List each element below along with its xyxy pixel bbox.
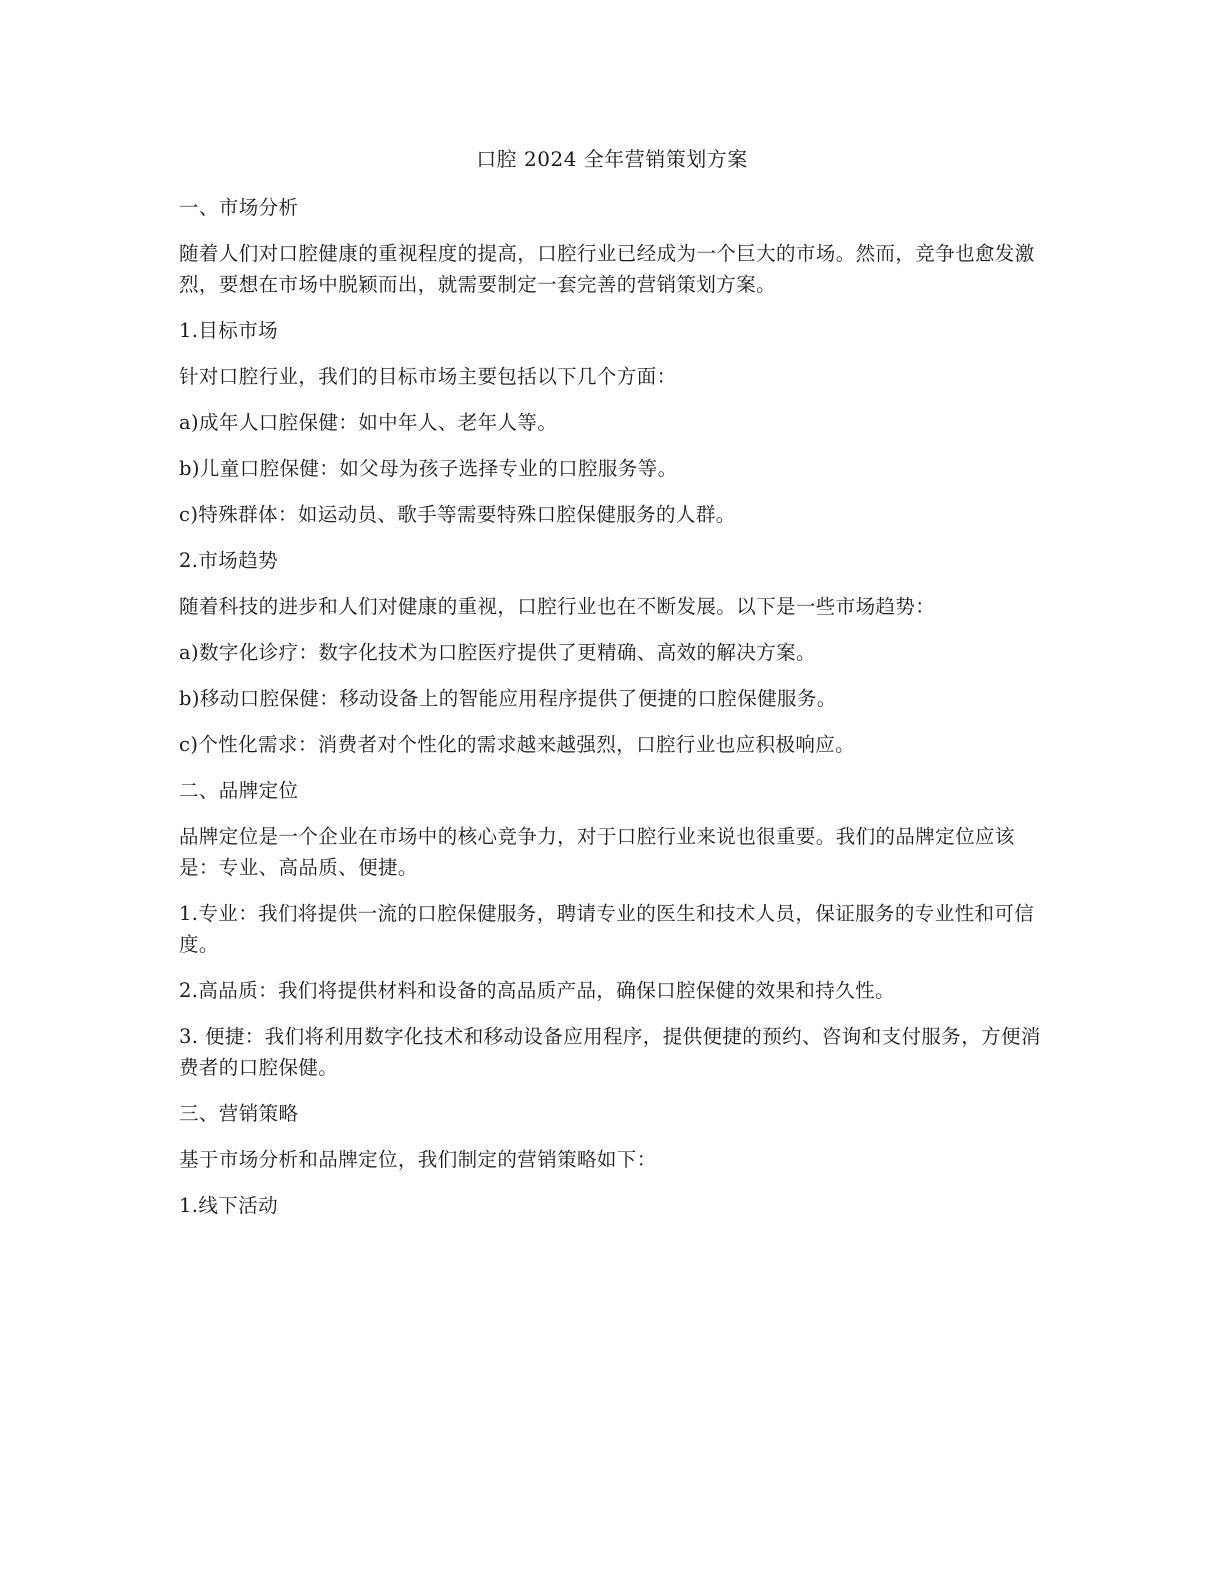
subheading-market-trends: 2.市场趋势 — [179, 549, 279, 572]
list-item: b)移动口腔保健：移动设备上的智能应用程序提供了便捷的口腔保健服务。 — [179, 687, 837, 710]
paragraph: 基于市场分析和品牌定位，我们制定的营销策略如下： — [179, 1148, 657, 1171]
paragraph: 品牌定位是一个企业在市场中的核心竞争力，对于口腔行业来说也很重要。我们的品牌定位应该是：专业、高品质、便捷。 — [179, 825, 1015, 879]
document-body — [179, 192, 1049, 1236]
list-item: 3. 便捷：我们将利用数字化技术和移动设备应用程序，提供便捷的预约、咨询和支付服务，方便消费者的口腔保健。 — [179, 1025, 1041, 1079]
document-title: 口腔 2024 全年营销策划方案 — [476, 147, 748, 171]
list-item: a)数字化诊疗：数字化技术为口腔医疗提供了更精确、高效的解决方案。 — [179, 641, 816, 664]
list-item: a)成年人口腔保健：如中年人、老年人等。 — [179, 411, 558, 434]
paragraph: 随着科技的进步和人们对健康的重视，口腔行业也在不断发展。以下是一些市场趋势： — [179, 595, 936, 618]
paragraph: 针对口腔行业，我们的目标市场主要包括以下几个方面： — [179, 365, 677, 388]
paragraph: 随着人们对口腔健康的重视程度的提高，口腔行业已经成为一个巨大的市场。然而，竞争也愈发激烈，要想在市场中脱颖而出，就需要制定一套完善的营销策划方案。 — [179, 242, 1035, 296]
section-heading-marketing-strategy: 三、营销策略 — [179, 1102, 299, 1125]
subheading-target-market: 1.目标市场 — [179, 319, 279, 342]
list-item: b)儿童口腔保健：如父母为孩子选择专业的口腔服务等。 — [179, 457, 678, 480]
section-heading-brand-positioning: 二、品牌定位 — [179, 779, 299, 802]
subheading-offline-activities: 1.线下活动 — [179, 1194, 279, 1217]
list-item: c)个性化需求：消费者对个性化的需求越来越强烈，口腔行业也应积极响应。 — [179, 733, 856, 756]
list-item: 2.高品质：我们将提供材料和设备的高品质产品，确保口腔保健的效果和持久性。 — [179, 979, 895, 1002]
list-item: 1.专业：我们将提供一流的口腔保健服务，聘请专业的医生和技术人员，保证服务的专业性和可信度。 — [179, 902, 1035, 956]
list-item: c)特殊群体：如运动员、歌手等需要特殊口腔保健服务的人群。 — [179, 503, 736, 526]
section-heading-market-analysis: 一、市场分析 — [179, 196, 299, 219]
